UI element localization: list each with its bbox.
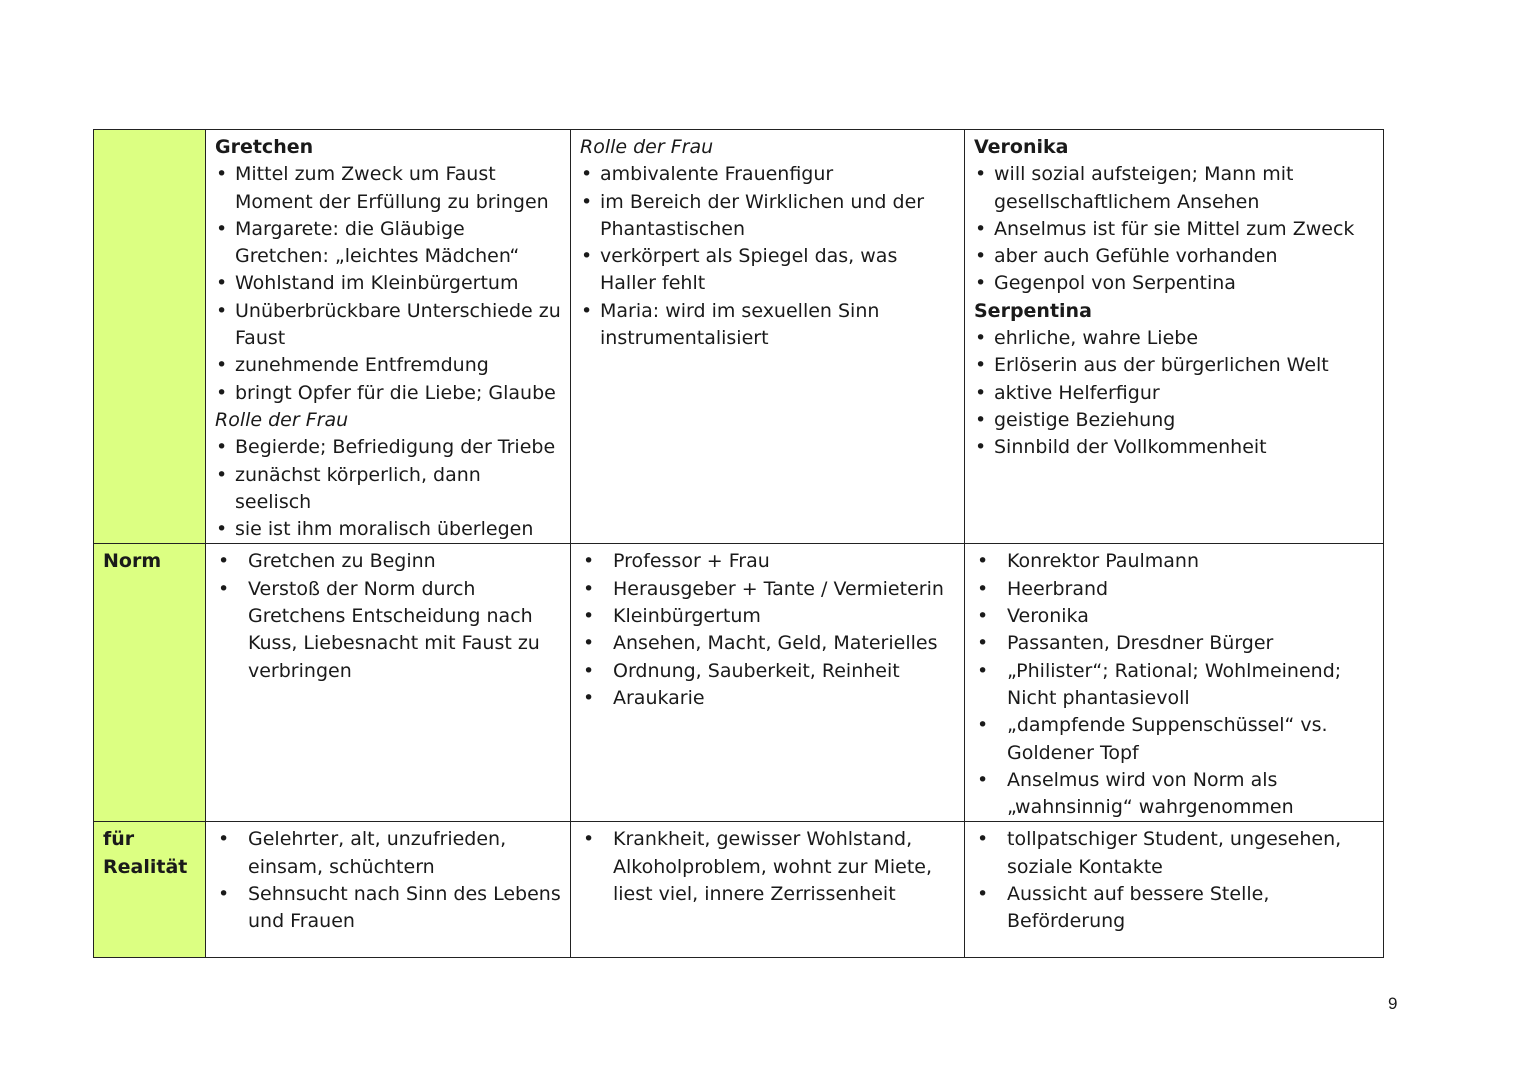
list-item: • zunächst körperlich, dann seelisch [215, 462, 562, 517]
list-item: • ehrliche, wahre Liebe [974, 325, 1375, 352]
list-item: • Veronika [974, 603, 1375, 630]
row-label-realitaet: für Realität [94, 822, 206, 958]
list-item: • geistige Beziehung [974, 407, 1375, 434]
list-item: • sie ist ihm moralisch überlegen [215, 516, 562, 543]
list-item: • Unüberbrückbare Unterschiede zu Faust [215, 298, 562, 353]
list-item: • verkörpert als Spiegel das, was Haller fehlt [580, 243, 956, 298]
table-row-characters [94, 130, 1384, 544]
list-item: • „dampfende Suppenschüssel“ vs. Goldener Topf [974, 712, 1375, 767]
list-item: • „Philister“; Rational; Wohlmeinend; Nicht phantasievoll [974, 658, 1375, 713]
cell-norm-col3 [965, 544, 1384, 822]
bullet-list [215, 548, 562, 684]
cell-realitaet-col1 [206, 822, 571, 958]
list-item: • Heerbrand [974, 576, 1375, 603]
bullet-list [580, 548, 956, 712]
list-item: • Margarete: die Gläubige Gretchen: „leichtes Mädchen“ [215, 216, 562, 271]
list-item: • zunehmende Entfremdung [215, 352, 562, 379]
list-item: • Professor + Frau [580, 548, 956, 575]
list-item: • Ansehen, Macht, Geld, Materielles [580, 630, 956, 657]
list-item: • Maria: wird im sexuellen Sinn instrumentalisiert [580, 298, 956, 353]
list-item: • Gretchen zu Beginn [215, 548, 562, 575]
list-item: • Erlöserin aus der bürgerlichen Welt [974, 352, 1375, 379]
row-label-empty [94, 130, 206, 544]
row-label-norm: Norm [94, 544, 206, 822]
page-number: 9 [1388, 994, 1398, 1013]
list-item: • Gegenpol von Serpentina [974, 270, 1375, 297]
list-item: • Mittel zum Zweck um Faust Moment der Erfüllung zu bringen [215, 161, 562, 216]
list-item: • Passanten, Dresdner Bürger [974, 630, 1375, 657]
list-item: • Gelehrter, alt, unzufrieden, einsam, schüchtern [215, 826, 562, 881]
bullet-list [215, 434, 562, 543]
list-item: • aber auch Gefühle vorhanden [974, 243, 1375, 270]
cell-gretchen [206, 130, 571, 544]
list-item: • tollpatschiger Student, ungesehen, soziale Kontakte [974, 826, 1375, 881]
table-row-norm [94, 544, 1384, 822]
list-item: • Aussicht auf bessere Stelle, Beförderung [974, 881, 1375, 936]
bullet-list [215, 826, 562, 935]
bullet-list [580, 161, 956, 352]
list-item: • Sehnsucht nach Sinn des Lebens und Frauen [215, 881, 562, 936]
list-item: • aktive Helferfigur [974, 380, 1375, 407]
list-item: • Krankheit, gewisser Wohlstand, Alkoholproblem, wohnt zur Miete, liest viel, innere Zerrissenheit [580, 826, 956, 908]
cell-heading: Veronika [974, 136, 1069, 158]
cell-subheading: Serpentina [974, 299, 1092, 322]
cell-veronika-serpentina [965, 130, 1384, 544]
list-item: • Verstoß der Norm durch Gretchens Entscheidung nach Kuss, Liebesnacht mit Faust zu verbringen [215, 576, 562, 685]
list-item: • Begierde; Befriedigung der Triebe [215, 434, 562, 461]
list-item: • Wohlstand im Kleinbürgertum [215, 270, 562, 297]
cell-norm-col2 [571, 544, 965, 822]
list-item: • Sinnbild der Vollkommenheit [974, 434, 1375, 461]
cell-realitaet-col3 [965, 822, 1384, 958]
cell-heading: Rolle der Frau [580, 136, 714, 158]
bullet-list [974, 325, 1375, 461]
cell-rolle-der-frau [571, 130, 965, 544]
list-item: • Herausgeber + Tante / Vermieterin [580, 576, 956, 603]
bullet-list [974, 826, 1375, 935]
comparison-table [93, 129, 1384, 958]
list-item: • im Bereich der Wirklichen und der Phantastischen [580, 189, 956, 244]
cell-subheading: Rolle der Frau [215, 408, 349, 431]
list-item: • Kleinbürgertum [580, 603, 956, 630]
bullet-list [974, 161, 1375, 297]
list-item: • Konrektor Paulmann [974, 548, 1375, 575]
bullet-list [215, 161, 562, 407]
bullet-list [974, 548, 1375, 821]
list-item: • Araukarie [580, 685, 956, 712]
cell-heading: Gretchen [215, 136, 314, 158]
list-item: • Ordnung, Sauberkeit, Reinheit [580, 658, 956, 685]
bullet-list [580, 826, 956, 908]
list-item: • ambivalente Frauenfigur [580, 161, 956, 188]
table-row-realitaet [94, 822, 1384, 958]
list-item: • will sozial aufsteigen; Mann mit gesellschaftlichem Ansehen [974, 161, 1375, 216]
list-item: • Anselmus wird von Norm als „wahnsinnig“ wahrgenommen [974, 767, 1375, 822]
cell-realitaet-col2 [571, 822, 965, 958]
list-item: • bringt Opfer für die Liebe; Glaube [215, 380, 562, 407]
list-item: • Anselmus ist für sie Mittel zum Zweck [974, 216, 1375, 243]
cell-norm-col1 [206, 544, 571, 822]
